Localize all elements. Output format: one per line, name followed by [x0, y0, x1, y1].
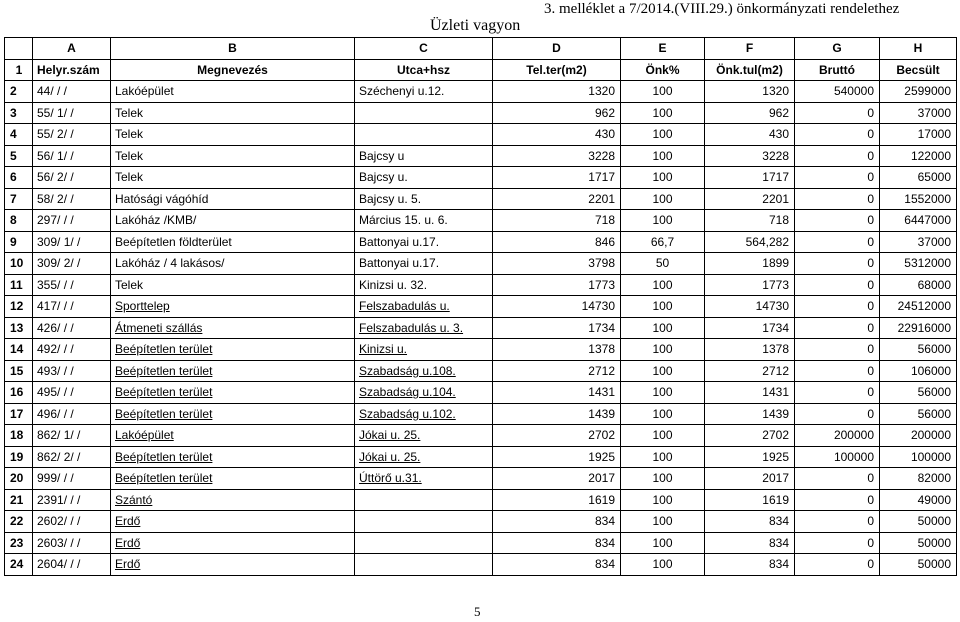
- cell-hrsz: 2602/ / /: [33, 511, 111, 533]
- row-number: 8: [5, 210, 33, 232]
- cell-estimate: 68000: [880, 274, 957, 296]
- cell-gross: 0: [795, 532, 880, 554]
- header-area: Tel.ter(m2): [493, 59, 621, 81]
- cell-hrsz: 297/ / /: [33, 210, 111, 232]
- cell-gross: 0: [795, 360, 880, 382]
- cell-hrsz: 309/ 2/ /: [33, 253, 111, 275]
- cell-hrsz: 58/ 2/ /: [33, 188, 111, 210]
- cell-address: Battonyai u.17.: [355, 253, 493, 275]
- header-hrsz: Helyr.szám: [33, 59, 111, 81]
- cell-name: Erdő: [111, 532, 355, 554]
- cell-own-area: 2201: [705, 188, 795, 210]
- cell-pct: 100: [621, 446, 705, 468]
- cell-address: Szabadság u.104.: [355, 382, 493, 404]
- column-letter: G: [795, 38, 880, 60]
- table-row: [5, 489, 957, 511]
- cell-area: 1320: [493, 81, 621, 103]
- column-letter: F: [705, 38, 795, 60]
- header-pct: Önk%: [621, 59, 705, 81]
- cell-address: Szabadság u.108.: [355, 360, 493, 382]
- row-number: 15: [5, 360, 33, 382]
- table-row: [5, 554, 957, 576]
- cell-address: Battonyai u.17.: [355, 231, 493, 253]
- cell-name: Telek: [111, 102, 355, 124]
- column-letter: D: [493, 38, 621, 60]
- table-row: [5, 274, 957, 296]
- cell-area: 846: [493, 231, 621, 253]
- cell-name: Erdő: [111, 554, 355, 576]
- cell-hrsz: 862/ 2/ /: [33, 446, 111, 468]
- cell-own-area: 1925: [705, 446, 795, 468]
- cell-gross: 0: [795, 124, 880, 146]
- row-number: 6: [5, 167, 33, 189]
- cell-own-area: 834: [705, 554, 795, 576]
- cell-address: Bajcsy u. 5.: [355, 188, 493, 210]
- cell-estimate: 200000: [880, 425, 957, 447]
- row-number: 14: [5, 339, 33, 361]
- cell-hrsz: 56/ 1/ /: [33, 145, 111, 167]
- asset-table: [4, 37, 957, 576]
- header-gross: Bruttó: [795, 59, 880, 81]
- cell-address: [355, 532, 493, 554]
- cell-gross: 0: [795, 231, 880, 253]
- table-row: [5, 145, 957, 167]
- row-number: 9: [5, 231, 33, 253]
- column-letter: C: [355, 38, 493, 60]
- column-letter: A: [33, 38, 111, 60]
- cell-estimate: 106000: [880, 360, 957, 382]
- cell-hrsz: 44/ / /: [33, 81, 111, 103]
- cell-name: Telek: [111, 145, 355, 167]
- cell-name: Hatósági vágóhíd: [111, 188, 355, 210]
- cell-address: [355, 554, 493, 576]
- cell-own-area: 718: [705, 210, 795, 232]
- row-number: 2: [5, 81, 33, 103]
- cell-name: Beépítetlen terület: [111, 382, 355, 404]
- cell-name: Lakóépület: [111, 81, 355, 103]
- row-number: 12: [5, 296, 33, 318]
- cell-gross: 200000: [795, 425, 880, 447]
- cell-pct: 100: [621, 511, 705, 533]
- cell-hrsz: 55/ 1/ /: [33, 102, 111, 124]
- row-number: 10: [5, 253, 33, 275]
- cell-own-area: 1378: [705, 339, 795, 361]
- table-row: [5, 253, 957, 275]
- cell-gross: 0: [795, 210, 880, 232]
- row-number: 23: [5, 532, 33, 554]
- header-estimate: Becsült: [880, 59, 957, 81]
- cell-estimate: 50000: [880, 532, 957, 554]
- cell-area: 2201: [493, 188, 621, 210]
- cell-gross: 0: [795, 188, 880, 210]
- cell-estimate: 50000: [880, 554, 957, 576]
- cell-estimate: 56000: [880, 382, 957, 404]
- cell-gross: 0: [795, 145, 880, 167]
- table-row: [5, 339, 957, 361]
- cell-hrsz: 309/ 1/ /: [33, 231, 111, 253]
- cell-own-area: 1439: [705, 403, 795, 425]
- column-letter: B: [111, 38, 355, 60]
- cell-hrsz: 417/ / /: [33, 296, 111, 318]
- cell-hrsz: 55/ 2/ /: [33, 124, 111, 146]
- cell-name: Beépítetlen terület: [111, 403, 355, 425]
- cell-pct: 66,7: [621, 231, 705, 253]
- row-number: 22: [5, 511, 33, 533]
- cell-hrsz: 56/ 2/ /: [33, 167, 111, 189]
- cell-address: [355, 489, 493, 511]
- cell-address: [355, 511, 493, 533]
- cell-address: Jókai u. 25.: [355, 446, 493, 468]
- column-letter: H: [880, 38, 957, 60]
- cell-estimate: 17000: [880, 124, 957, 146]
- cell-estimate: 1552000: [880, 188, 957, 210]
- cell-estimate: 82000: [880, 468, 957, 490]
- cell-name: Erdő: [111, 511, 355, 533]
- cell-area: 1431: [493, 382, 621, 404]
- table-row: [5, 317, 957, 339]
- table-row: [5, 532, 957, 554]
- cell-own-area: 3228: [705, 145, 795, 167]
- row-number: 11: [5, 274, 33, 296]
- cell-estimate: 56000: [880, 403, 957, 425]
- cell-name: Szántó: [111, 489, 355, 511]
- cell-estimate: 122000: [880, 145, 957, 167]
- cell-name: Sporttelep: [111, 296, 355, 318]
- cell-own-area: 1431: [705, 382, 795, 404]
- cell-hrsz: 862/ 1/ /: [33, 425, 111, 447]
- cell-area: 834: [493, 511, 621, 533]
- cell-address: [355, 102, 493, 124]
- cell-pct: 100: [621, 188, 705, 210]
- table-row: [5, 81, 957, 103]
- cell-area: 834: [493, 554, 621, 576]
- document-title: Üzleti vagyon: [430, 17, 521, 34]
- cell-estimate: 37000: [880, 102, 957, 124]
- cell-own-area: 2702: [705, 425, 795, 447]
- cell-name: Lakóház / 4 lakásos/: [111, 253, 355, 275]
- cell-gross: 0: [795, 317, 880, 339]
- cell-address: Úttörő u.31.: [355, 468, 493, 490]
- cell-name: Beépítetlen terület: [111, 468, 355, 490]
- cell-hrsz: 426/ / /: [33, 317, 111, 339]
- cell-area: 2702: [493, 425, 621, 447]
- cell-pct: 50: [621, 253, 705, 275]
- cell-area: 14730: [493, 296, 621, 318]
- cell-estimate: 49000: [880, 489, 957, 511]
- cell-own-area: 564,282: [705, 231, 795, 253]
- cell-gross: 0: [795, 511, 880, 533]
- cell-hrsz: 355/ / /: [33, 274, 111, 296]
- table-row: [5, 296, 957, 318]
- cell-name: Telek: [111, 124, 355, 146]
- header-own-area: Önk.tul(m2): [705, 59, 795, 81]
- cell-name: Telek: [111, 167, 355, 189]
- cell-own-area: 1899: [705, 253, 795, 275]
- cell-own-area: 1619: [705, 489, 795, 511]
- cell-area: 834: [493, 532, 621, 554]
- cell-hrsz: 999/ / /: [33, 468, 111, 490]
- row-number: 16: [5, 382, 33, 404]
- cell-pct: 100: [621, 317, 705, 339]
- table-row: [5, 124, 957, 146]
- cell-name: Beépítetlen földterület: [111, 231, 355, 253]
- cell-area: 2712: [493, 360, 621, 382]
- cell-gross: 0: [795, 403, 880, 425]
- page-number: 5: [474, 604, 481, 619]
- cell-own-area: 1773: [705, 274, 795, 296]
- row-number: 24: [5, 554, 33, 576]
- cell-pct: 100: [621, 167, 705, 189]
- cell-pct: 100: [621, 145, 705, 167]
- cell-hrsz: 493/ / /: [33, 360, 111, 382]
- column-letter: E: [621, 38, 705, 60]
- cell-address: Kinizsi u.: [355, 339, 493, 361]
- cell-gross: 100000: [795, 446, 880, 468]
- cell-pct: 100: [621, 102, 705, 124]
- table-row: [5, 188, 957, 210]
- cell-own-area: 1717: [705, 167, 795, 189]
- cell-area: 962: [493, 102, 621, 124]
- cell-address: [355, 124, 493, 146]
- cell-pct: 100: [621, 425, 705, 447]
- cell-own-area: 2712: [705, 360, 795, 382]
- cell-area: 1734: [493, 317, 621, 339]
- cell-gross: 0: [795, 468, 880, 490]
- table-row: [5, 102, 957, 124]
- cell-area: 3228: [493, 145, 621, 167]
- cell-address: Bajcsy u: [355, 145, 493, 167]
- cell-address: Március 15. u. 6.: [355, 210, 493, 232]
- cell-name: Átmeneti szállás: [111, 317, 355, 339]
- cell-own-area: 834: [705, 532, 795, 554]
- cell-address: Felszabadulás u.: [355, 296, 493, 318]
- annex-title: 3. melléklet a 7/2014.(VIII.29.) önkormányzati rendelethez: [544, 1, 900, 17]
- row-number: 19: [5, 446, 33, 468]
- cell-area: 1619: [493, 489, 621, 511]
- header-address: Utca+hsz: [355, 59, 493, 81]
- cell-area: 718: [493, 210, 621, 232]
- row-number: 1: [5, 59, 33, 81]
- cell-estimate: 5312000: [880, 253, 957, 275]
- cell-hrsz: 2391/ / /: [33, 489, 111, 511]
- cell-pct: 100: [621, 124, 705, 146]
- cell-gross: 0: [795, 253, 880, 275]
- table-row: [5, 403, 957, 425]
- cell-gross: 540000: [795, 81, 880, 103]
- row-number: 4: [5, 124, 33, 146]
- cell-area: 2017: [493, 468, 621, 490]
- cell-own-area: 430: [705, 124, 795, 146]
- cell-address: Szabadság u.102.: [355, 403, 493, 425]
- column-letter-row: [5, 38, 957, 60]
- cell-address: Felszabadulás u. 3.: [355, 317, 493, 339]
- cell-hrsz: 495/ / /: [33, 382, 111, 404]
- cell-address: Kinizsi u. 32.: [355, 274, 493, 296]
- cell-pct: 100: [621, 339, 705, 361]
- cell-pct: 100: [621, 360, 705, 382]
- row-number: 18: [5, 425, 33, 447]
- cell-gross: 0: [795, 102, 880, 124]
- cell-estimate: 100000: [880, 446, 957, 468]
- corner-cell: [5, 38, 33, 60]
- cell-pct: 100: [621, 210, 705, 232]
- cell-name: Beépítetlen terület: [111, 360, 355, 382]
- table-row: [5, 511, 957, 533]
- cell-name: Lakóház /KMB/: [111, 210, 355, 232]
- row-number: 7: [5, 188, 33, 210]
- table-row: [5, 360, 957, 382]
- cell-estimate: 22916000: [880, 317, 957, 339]
- cell-pct: 100: [621, 489, 705, 511]
- cell-own-area: 14730: [705, 296, 795, 318]
- cell-name: Telek: [111, 274, 355, 296]
- cell-area: 430: [493, 124, 621, 146]
- row-number: 17: [5, 403, 33, 425]
- table-row: [5, 446, 957, 468]
- cell-estimate: 37000: [880, 231, 957, 253]
- cell-hrsz: 2603/ / /: [33, 532, 111, 554]
- cell-gross: 0: [795, 274, 880, 296]
- cell-estimate: 65000: [880, 167, 957, 189]
- cell-gross: 0: [795, 554, 880, 576]
- row-number: 21: [5, 489, 33, 511]
- table-row: [5, 167, 957, 189]
- cell-estimate: 50000: [880, 511, 957, 533]
- cell-pct: 100: [621, 403, 705, 425]
- table-row: [5, 210, 957, 232]
- cell-address: Széchenyi u.12.: [355, 81, 493, 103]
- cell-pct: 100: [621, 532, 705, 554]
- column-header-row: [5, 59, 957, 81]
- cell-area: 1773: [493, 274, 621, 296]
- cell-area: 3798: [493, 253, 621, 275]
- cell-gross: 0: [795, 167, 880, 189]
- cell-estimate: 2599000: [880, 81, 957, 103]
- row-number: 5: [5, 145, 33, 167]
- cell-gross: 0: [795, 489, 880, 511]
- cell-own-area: 2017: [705, 468, 795, 490]
- cell-pct: 100: [621, 382, 705, 404]
- cell-own-area: 1734: [705, 317, 795, 339]
- cell-own-area: 962: [705, 102, 795, 124]
- cell-hrsz: 2604/ / /: [33, 554, 111, 576]
- cell-gross: 0: [795, 339, 880, 361]
- cell-pct: 100: [621, 296, 705, 318]
- table-row: [5, 425, 957, 447]
- table-row: [5, 231, 957, 253]
- cell-hrsz: 492/ / /: [33, 339, 111, 361]
- cell-own-area: 834: [705, 511, 795, 533]
- cell-pct: 100: [621, 554, 705, 576]
- cell-pct: 100: [621, 274, 705, 296]
- cell-gross: 0: [795, 382, 880, 404]
- table-row: [5, 382, 957, 404]
- cell-name: Lakóépület: [111, 425, 355, 447]
- table-row: [5, 468, 957, 490]
- cell-area: 1717: [493, 167, 621, 189]
- cell-area: 1439: [493, 403, 621, 425]
- row-number: 13: [5, 317, 33, 339]
- cell-estimate: 24512000: [880, 296, 957, 318]
- cell-gross: 0: [795, 296, 880, 318]
- cell-pct: 100: [621, 81, 705, 103]
- cell-address: Bajcsy u.: [355, 167, 493, 189]
- row-number: 3: [5, 102, 33, 124]
- cell-estimate: 6447000: [880, 210, 957, 232]
- cell-hrsz: 496/ / /: [33, 403, 111, 425]
- cell-area: 1925: [493, 446, 621, 468]
- header-name: Megnevezés: [111, 59, 355, 81]
- cell-name: Beépítetlen terület: [111, 446, 355, 468]
- row-number: 20: [5, 468, 33, 490]
- cell-name: Beépítetlen terület: [111, 339, 355, 361]
- cell-estimate: 56000: [880, 339, 957, 361]
- cell-address: Jókai u. 25.: [355, 425, 493, 447]
- cell-pct: 100: [621, 468, 705, 490]
- cell-own-area: 1320: [705, 81, 795, 103]
- cell-area: 1378: [493, 339, 621, 361]
